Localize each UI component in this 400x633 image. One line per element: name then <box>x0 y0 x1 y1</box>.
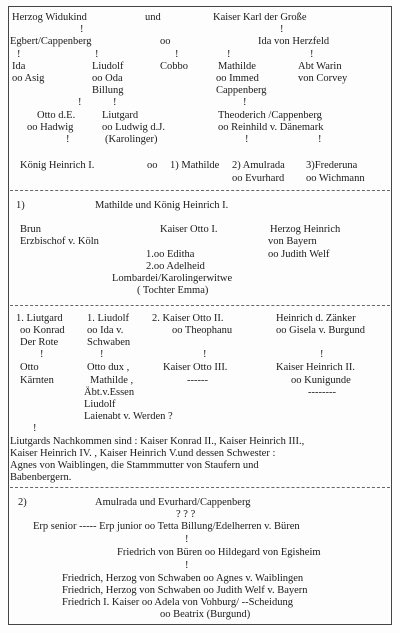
person-abt-warin: Abt Warin <box>298 61 342 72</box>
spouse-editha: 1.oo Editha <box>146 249 195 260</box>
child-liutgard: 1. Liutgard <box>16 313 63 324</box>
person-theoderich: Theoderich /Cappenberg <box>218 110 322 121</box>
place-corvey: von Corvey <box>298 73 348 84</box>
line-mark: ! <box>17 49 21 60</box>
line-mark: ! <box>40 349 44 360</box>
place-bayern: von Bayern <box>268 236 317 247</box>
line-friedrich-schwaben-2: Friedrich, Herzog von Schwaben oo Judith Welf v. Bayern <box>62 585 308 596</box>
spouse-immed: oo Immed <box>216 73 259 84</box>
note-unknown: ? ? ? <box>176 509 196 520</box>
spouse-wichmann: oo Wichmann <box>306 173 365 184</box>
spouse-evurhard: oo Evurhard <box>232 173 285 184</box>
line-mark: ! <box>227 49 231 60</box>
person-widukind: Herzog Widukind <box>12 12 87 23</box>
child-otto-ii: 2. Kaiser Otto II. <box>152 313 224 324</box>
line-mark: ! <box>100 349 104 360</box>
person-mathilde: Mathilde <box>218 61 256 72</box>
title-abtissin-essen: Äbt.v.Essen <box>84 387 135 398</box>
place-schwaben: Schwaben <box>87 337 131 348</box>
section-divider <box>10 190 390 191</box>
line-beatrix: oo Beatrix (Burgund) <box>160 609 251 620</box>
spouse-adelheid: 2.oo Adelheid <box>146 261 205 272</box>
line-mark: ! <box>175 49 179 60</box>
section-divider <box>10 305 390 306</box>
line-mark: ! <box>320 349 324 360</box>
para-line-4: Babenbergern. <box>10 472 72 483</box>
person-liudolf: Liudolf <box>92 61 124 72</box>
person-cobbo: Cobbo <box>160 61 189 72</box>
section-divider <box>10 487 390 488</box>
para-line-2: Kaiser Heinrich IV. , Kaiser Heinrich V.und dessen Schwester : <box>10 448 276 459</box>
spouse-konrad: oo Konrad <box>20 325 65 336</box>
para-line-1: Liutgards Nachkommen sind : Kaiser Konrad II., Kaiser Heinrich III., <box>10 436 305 447</box>
spouse-reinhild: oo Reinhild v. Dänemark <box>218 122 324 133</box>
line-friedrich-i: Friedrich I. Kaiser oo Adela von Vohburg/ --Scheidung <box>62 597 293 608</box>
section-number: 2) <box>18 497 27 508</box>
line-mark: ! <box>185 534 189 545</box>
line-erp: Erp senior ----- Erp junior oo Tetta Billung/Edelherren v. Büren <box>33 521 300 532</box>
person-ida-herzfeld: Ida von Herzfeld <box>258 36 330 47</box>
line-mark: ! <box>33 423 37 434</box>
line-mark: ! <box>95 49 99 60</box>
spouse-hadwig: oo Hadwig <box>27 122 74 133</box>
spouse-ludwig: oo Ludwig d.J. <box>102 122 165 133</box>
spouse-ida: oo Ida v. <box>87 325 124 336</box>
family-billung: Billung <box>92 85 124 96</box>
child-heinrich-zanker: Heinrich d. Zänker <box>276 313 356 324</box>
section-title: Amulrada und Evurhard/Cappenberg <box>95 497 251 508</box>
spouse-asig: oo Asig <box>12 73 45 84</box>
person-herzog-heinrich: Herzog Heinrich <box>270 224 341 235</box>
line-mark: ! <box>310 49 314 60</box>
person-otto-de: Otto d.E. <box>37 110 76 121</box>
person-heinrich-i: König Heinrich I. <box>20 160 95 171</box>
spouse-theophanu: oo Theophanu <box>172 325 233 336</box>
child-liudolf-2: Liudolf <box>84 399 116 410</box>
section-title: Mathilde und König Heinrich I. <box>95 200 229 211</box>
title-laienabt: Laienabt v. Werden ? <box>84 411 173 422</box>
person-otto-i: Kaiser Otto I. <box>160 224 218 235</box>
person-ida: Ida <box>12 61 26 72</box>
marriage-oo: oo <box>160 36 171 47</box>
line-mark: ! <box>66 134 70 145</box>
spouse-kunigunde: oo Kunigunde <box>291 375 351 386</box>
para-line-3: Agnes von Waiblingen, die Stammmutter von Staufern und <box>10 460 259 471</box>
note-karolinger: (Karolinger) <box>105 134 158 145</box>
connector-und: und <box>145 12 161 23</box>
line-mark: ! <box>280 24 284 35</box>
child-otto-iii: Kaiser Otto III. <box>163 362 228 373</box>
title-erzbischof: Erzbischof v. Köln <box>20 236 99 247</box>
child-liudolf: 1. Liudolf <box>87 313 129 324</box>
line-mark: ! <box>203 349 207 360</box>
spouse-gisela: oo Gisela v. Burgund <box>276 325 365 336</box>
wife-frederuna: 3)Frederuna <box>306 160 358 171</box>
note-der-rote: Der Rote <box>20 337 59 348</box>
child-mathilde: Mathilde , <box>90 375 134 386</box>
wife-amulrada: 2) Amulrada <box>232 160 285 171</box>
spouse-judith-welf: oo Judith Welf <box>268 249 330 260</box>
note-tochter-emma: ( Tochter Emma) <box>137 285 209 296</box>
line-mark: ! <box>113 97 117 108</box>
spouse-oda: oo Oda <box>92 73 123 84</box>
person-liutgard: Liutgard <box>102 110 139 121</box>
line-mark: ! <box>185 560 189 571</box>
line-mark: ! <box>318 134 322 145</box>
line-friedrich-bueren: Friedrich von Büren oo Hildegard von Egisheim <box>117 547 321 558</box>
line-mark: ! <box>243 97 247 108</box>
section-number: 1) <box>16 200 25 211</box>
marriage-oo: oo <box>147 160 158 171</box>
family-cappenberg: Cappenberg <box>216 85 267 96</box>
dash-no-children: -------- <box>308 387 336 398</box>
person-karl-der-grosse: Kaiser Karl der Große <box>213 12 307 23</box>
person-brun: Brun <box>20 224 41 235</box>
line-mark: ! <box>80 24 84 35</box>
child-otto: Otto <box>20 362 39 373</box>
note-lombardei: Lombardei/Karolingerwitwe <box>112 273 233 284</box>
person-egbert: Egbert/Cappenberg <box>10 36 92 47</box>
wife-mathilde: 1) Mathilde <box>170 160 220 171</box>
place-karnten: Kärnten <box>20 375 54 386</box>
line-mark: ! <box>245 134 249 145</box>
dash-no-children: ------ <box>187 375 208 386</box>
line-mark: ! <box>78 97 82 108</box>
child-otto-dux: Otto dux , <box>87 362 130 373</box>
child-heinrich-ii: Kaiser Heinrich II. <box>276 362 356 373</box>
line-friedrich-schwaben-1: Friedrich, Herzog von Schwaben oo Agnes v. Waiblingen <box>62 573 304 584</box>
